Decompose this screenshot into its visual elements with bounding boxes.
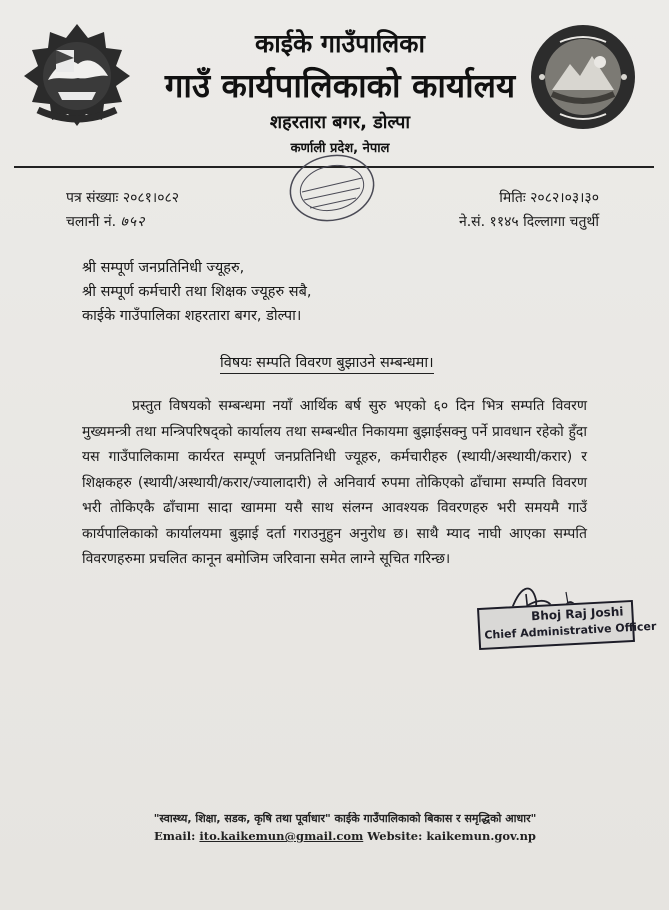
- letter-number: २०८१।०८२: [122, 190, 180, 206]
- addressee-line: काईके गाउँपालिका शहरतारा बगर, डोल्पा।: [82, 308, 302, 324]
- letter-number-label: पत्र संख्याः: [66, 190, 119, 206]
- addressee-line: श्री सम्पूर्ण कर्मचारी तथा शिक्षक ज्यूहरु सबै,: [82, 284, 312, 300]
- office-stamp-icon: [286, 148, 378, 228]
- email-label: Email:: [154, 829, 196, 843]
- signatory-stamp: [477, 600, 657, 650]
- nepal-sambat-date: ने.सं. ११४५ दिल्लागा चतुर्थी: [458, 214, 599, 230]
- signatory-title: Chief Administrative Officer: [484, 619, 657, 642]
- dispatch-number-row: [66, 210, 179, 234]
- website-label: Website:: [367, 829, 423, 843]
- letter-meta-left: [66, 186, 179, 234]
- dispatch-number-label: चलानी नं.: [66, 214, 117, 230]
- website-link[interactable]: kaikemun.gov.np: [426, 829, 536, 843]
- signatory-name: Bhoj Raj Joshi: [530, 604, 624, 624]
- letter-meta-right: [459, 186, 599, 234]
- date-label: मितिः: [499, 190, 526, 206]
- letter-subject: विषयः सम्पति विवरण बुझाउने सम्बन्धमा।: [220, 352, 434, 374]
- addressee-line: श्री सम्पूर्ण जनप्रतिनिधी ज्यूहरु,: [82, 260, 245, 276]
- date-value: २०८२।०३।३०: [530, 190, 599, 206]
- footer-slogan: "स्वास्थ्य, शिक्षा, सडक, कृषि तथा पूर्वाधार" काईके गाउँपालिकाको बिकास र समृद्धिको आधार": [153, 812, 537, 825]
- letter-body: प्रस्तुत विषयको सम्बन्धमा नयाँ आर्थिक बर्ष सुरु भएको ६० दिन भित्र सम्पति विवरण मुख्यमन्त्री तथा मन्त्रिपरिषद्को कार्यालय तथा सम्बन्धीत निकायमा बुझाईसक्नु पर्ने प्रावधान रहेको हुँदा यस गाउँपालिकामा कार्यरत सम्पूर्ण जनप्रतिनिधी ज्यूहरु, कर्मचारीहरु (स्थायी/अस्थायी/करार) र शिक्षकहरु (स्थायी/अस्थायी/करार/ज्यालादारी) ले अनिवार्य रुपमा तोकिएको ढाँचामा सम्पति विवरण भरी तोकिएकै ढाँचामा सादा खाममा यसै साथ संलग्न आवश्यक विवरणहरु भरी समयमै गाउँ कार्यपालिकाको कार्यालयमा बुझाई दर्ता गराउनुहुन अनुरोध छ। साथै म्याद नाघी आएका सम्पति विवरणहरुमा प्रचलित कानून बमोजिम जरिवाना समेत लाग्ने सूचित गरिन्छ।: [82, 398, 587, 567]
- letter-number-row: [66, 186, 179, 210]
- addressee-block: [82, 256, 311, 328]
- province-line: कर्णाली प्रदेश, नेपाल: [290, 141, 390, 156]
- date-row: [459, 186, 599, 210]
- email-link[interactable]: ito.kaikemun@gmail.com: [199, 829, 364, 843]
- dispatch-number: ७५२: [120, 214, 146, 230]
- office-name: गाउँ कार्यपालिकाको कार्यालय: [164, 66, 516, 105]
- municipality-name: काईके गाउँपालिका: [255, 29, 425, 58]
- municipality-seal-icon: [530, 24, 636, 130]
- footer-contact: [120, 829, 570, 843]
- nepal-emblem-icon: [18, 18, 136, 128]
- office-address: शहरतारा बगर, डोल्पा: [269, 112, 411, 133]
